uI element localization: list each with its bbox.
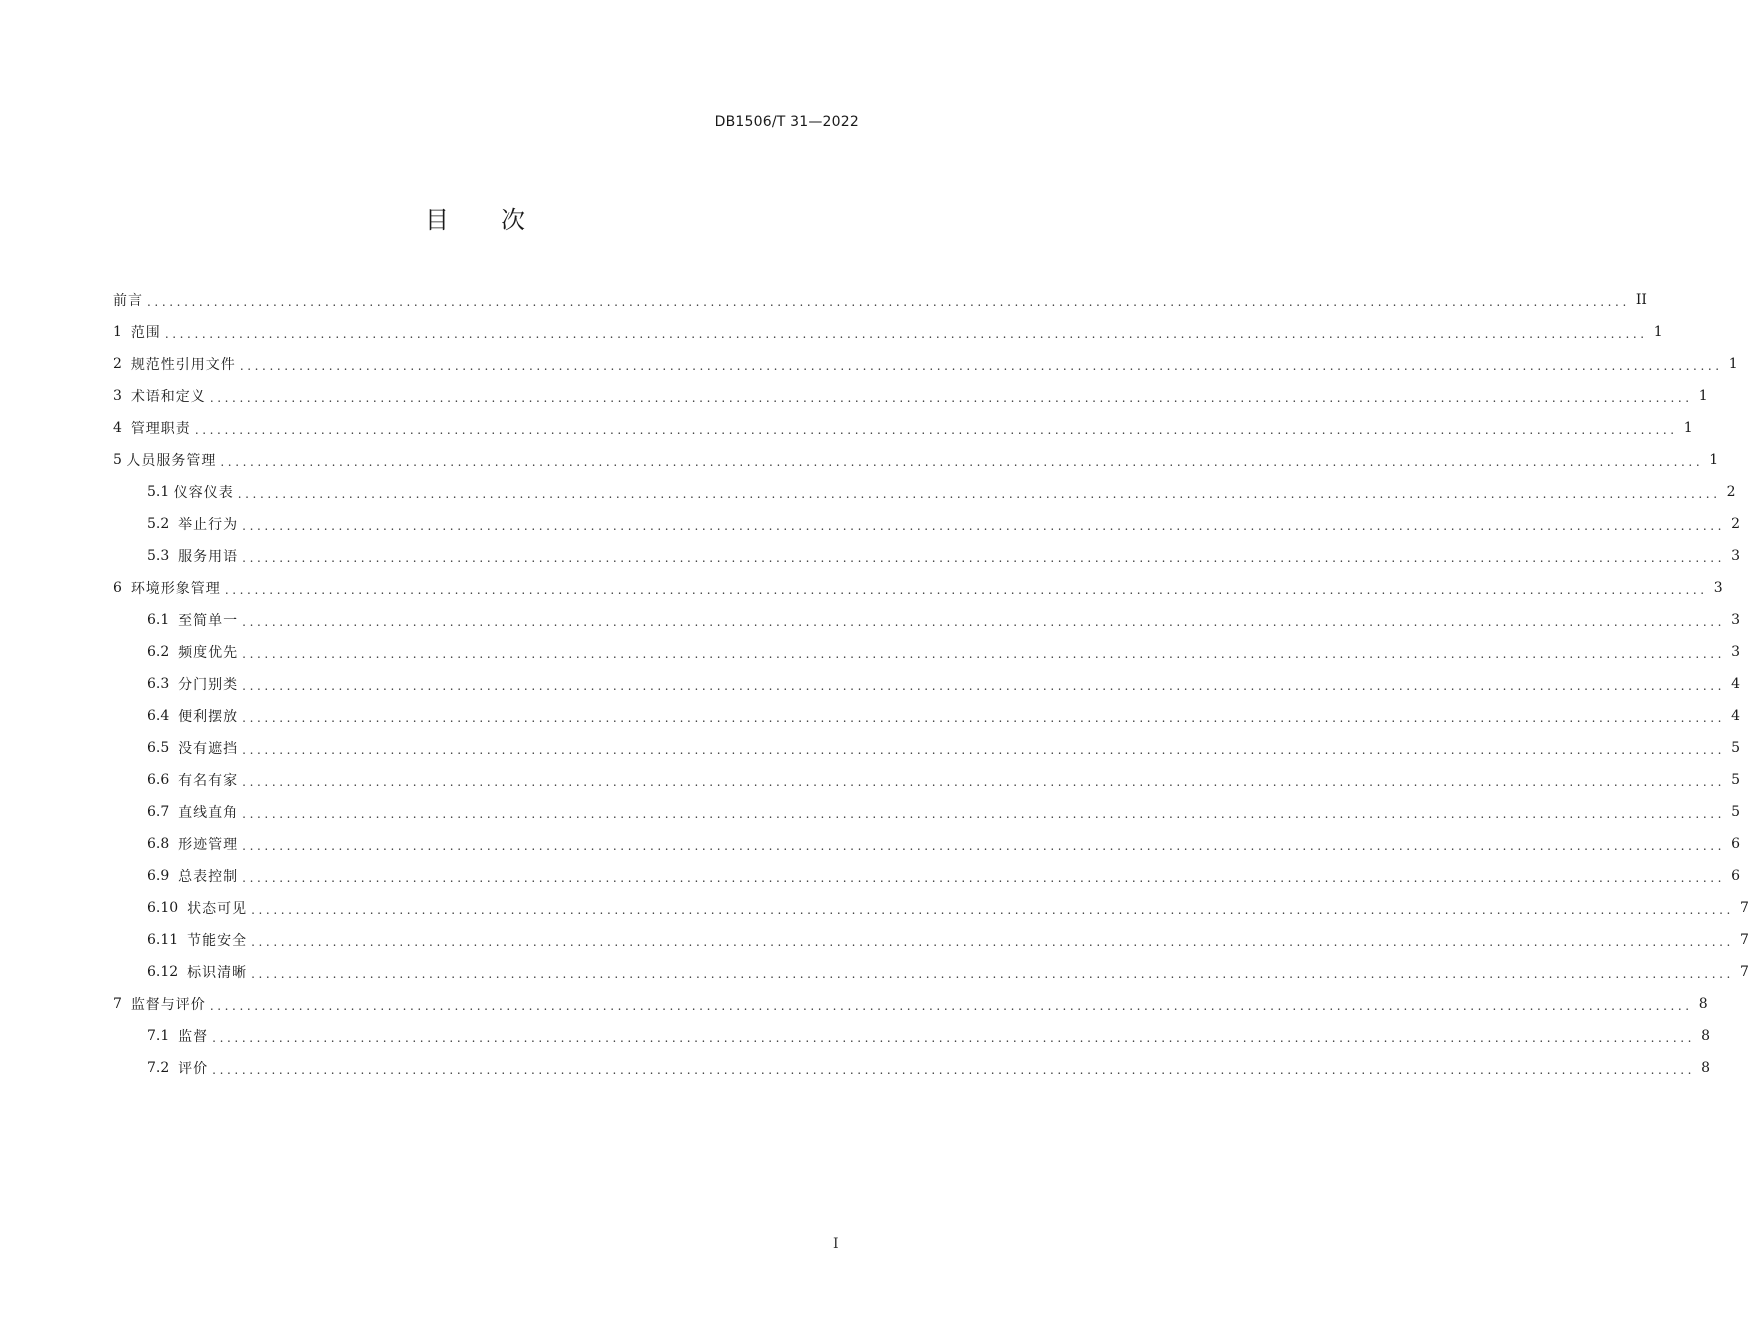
toc-entry-page: 6 — [1731, 868, 1740, 884]
toc-entry-label: 评价 — [178, 1061, 209, 1077]
toc-entry-label: 频度优先 — [178, 645, 239, 661]
toc-entry-number: 6.9 — [147, 868, 179, 884]
footer-page-number: I — [833, 1236, 839, 1252]
toc-entry[interactable] — [113, 508, 1740, 540]
toc-entry-number: 6.2 — [147, 644, 179, 660]
toc-entry-number: 6.10 — [147, 900, 188, 916]
toc-entry-page: 2 — [1731, 516, 1740, 532]
toc-entry-number: 7 — [113, 996, 131, 1012]
toc-entry-number: 6.11 — [147, 932, 188, 948]
toc-leader-dots: ........................................................................................................................................................................................................ — [209, 999, 1693, 1013]
toc-leader-dots: ........................................................................................................................................................................................................ — [242, 519, 1726, 533]
toc-entry-number: 5.1 — [147, 484, 174, 500]
toc-entry-page: 4 — [1731, 676, 1740, 692]
toc-leader-dots: ........................................................................................................................................................................................................ — [147, 295, 1630, 309]
toc-entry-label: 前言 — [113, 293, 143, 309]
toc-entry-page: 3 — [1731, 612, 1740, 628]
toc-entry[interactable] — [113, 636, 1740, 668]
toc-entry-page: 3 — [1731, 644, 1740, 660]
toc-entry-label: 环境形象管理 — [130, 581, 221, 597]
toc-entry-number: 2 — [113, 356, 131, 372]
toc-entry[interactable] — [113, 732, 1740, 764]
toc-entry[interactable] — [113, 316, 1663, 348]
toc-leader-dots: ........................................................................................................................................................................................................ — [242, 615, 1726, 629]
toc-entry-page: 7 — [1739, 900, 1749, 916]
toc-entry-page: 4 — [1731, 708, 1740, 724]
toc-entry-label: 服务用语 — [178, 549, 239, 565]
toc-entry-page: 1 — [1653, 324, 1663, 340]
toc-entry[interactable] — [113, 668, 1740, 700]
toc-leader-dots: ........................................................................................................................................................................................................ — [239, 359, 1723, 373]
toc-entry-page: 8 — [1701, 1060, 1710, 1076]
toc-entry-label: 术语和定义 — [130, 389, 206, 405]
toc-entry-label: 管理职责 — [130, 421, 191, 437]
toc-entry[interactable] — [113, 892, 1749, 924]
toc-entry-label: 监督与评价 — [130, 997, 206, 1013]
toc-entry-label: 分门别类 — [178, 677, 239, 693]
toc-entry[interactable] — [113, 476, 1736, 508]
toc-entry-number: 5.2 — [147, 516, 179, 532]
table-of-contents — [113, 284, 1749, 1084]
toc-entry-label: 举止行为 — [178, 517, 239, 533]
toc-entry-label: 节能安全 — [187, 933, 248, 949]
toc-leader-dots: ........................................................................................................................................................................................................ — [242, 711, 1726, 725]
toc-entry-label: 状态可见 — [187, 901, 248, 917]
toc-entry[interactable] — [113, 924, 1749, 956]
toc-entry-label: 标识清晰 — [187, 965, 248, 981]
toc-leader-dots: ........................................................................................................................................................................................................ — [209, 391, 1693, 405]
toc-leader-dots: ........................................................................................................................................................................................................ — [194, 423, 1678, 437]
toc-entry-label: 人员服务管理 — [126, 453, 217, 469]
toc-leader-dots: ........................................................................................................................................................................................................ — [212, 1063, 1696, 1077]
toc-entry-number: 3 — [113, 388, 131, 404]
toc-leader-dots: ........................................................................................................................................................................................................ — [251, 903, 1734, 917]
toc-entry-page: 1 — [1728, 356, 1738, 372]
toc-entry[interactable] — [113, 1052, 1710, 1084]
toc-leader-dots: ........................................................................................................................................................................................................ — [237, 487, 1721, 501]
toc-entry[interactable] — [113, 348, 1738, 380]
toc-leader-dots: ........................................................................................................................................................................................................ — [251, 967, 1734, 981]
toc-entry-number: 6.3 — [147, 676, 179, 692]
toc-entry-page: 1 — [1709, 452, 1719, 468]
toc-entry-label: 监督 — [178, 1029, 209, 1045]
toc-entry-number: 6.12 — [147, 964, 188, 980]
toc-entry[interactable] — [113, 700, 1740, 732]
toc-entry-number: 6.7 — [147, 804, 179, 820]
toc-entry-page: II — [1635, 292, 1647, 308]
toc-entry-label: 仪容仪表 — [173, 485, 234, 501]
toc-entry-number: 7.1 — [147, 1028, 179, 1044]
toc-entry[interactable] — [113, 572, 1723, 604]
toc-entry-page: 1 — [1698, 388, 1708, 404]
toc-entry-label: 有名有家 — [178, 773, 239, 789]
toc-entry-page: 5 — [1731, 740, 1740, 756]
toc-entry[interactable] — [113, 988, 1708, 1020]
toc-leader-dots: ........................................................................................................................................................................................................ — [164, 327, 1648, 341]
toc-entry-page: 8 — [1701, 1028, 1710, 1044]
toc-leader-dots: ........................................................................................................................................................................................................ — [242, 743, 1726, 757]
toc-leader-dots: ........................................................................................................................................................................................................ — [242, 679, 1726, 693]
toc-entry-number: 6.6 — [147, 772, 179, 788]
toc-entry-page: 7 — [1739, 964, 1749, 980]
document-code: DB1506/T 31—2022 — [714, 114, 859, 130]
toc-entry-label: 至简单一 — [178, 613, 239, 629]
toc-entry-page: 5 — [1731, 772, 1740, 788]
toc-entry[interactable] — [113, 380, 1708, 412]
toc-leader-dots: ........................................................................................................................................................................................................ — [224, 583, 1708, 597]
toc-leader-dots: ........................................................................................................................................................................................................ — [242, 647, 1726, 661]
toc-entry-label: 形迹管理 — [178, 837, 239, 853]
toc-entry-number: 6.5 — [147, 740, 179, 756]
toc-leader-dots: ........................................................................................................................................................................................................ — [242, 839, 1726, 853]
toc-entry-page: 3 — [1731, 548, 1740, 564]
toc-entry-page: 2 — [1726, 484, 1736, 500]
toc-entry-number: 4 — [113, 420, 131, 436]
toc-entry[interactable] — [113, 540, 1740, 572]
toc-leader-dots: ........................................................................................................................................................................................................ — [220, 455, 1704, 469]
title-char-1: 目 — [425, 206, 449, 234]
toc-entry[interactable] — [113, 604, 1740, 636]
toc-entry-label: 便利摆放 — [178, 709, 239, 725]
toc-entry[interactable] — [113, 828, 1740, 860]
toc-leader-dots: ........................................................................................................................................................................................................ — [242, 551, 1726, 565]
toc-entry-label: 没有遮挡 — [178, 741, 239, 757]
toc-entry-label: 范围 — [130, 325, 161, 341]
toc-entry-number: 5 — [113, 452, 127, 468]
toc-entry[interactable] — [113, 796, 1740, 828]
toc-entry-number: 6.4 — [147, 708, 179, 724]
toc-leader-dots: ........................................................................................................................................................................................................ — [242, 775, 1726, 789]
toc-entry-number: 1 — [113, 324, 131, 340]
toc-entry[interactable] — [113, 444, 1719, 476]
toc-leader-dots: ........................................................................................................................................................................................................ — [251, 935, 1734, 949]
toc-entry-page: 1 — [1683, 420, 1693, 436]
toc-entry-label: 规范性引用文件 — [130, 357, 236, 373]
toc-leader-dots: ........................................................................................................................................................................................................ — [212, 1031, 1696, 1045]
toc-entry[interactable] — [113, 860, 1740, 892]
toc-entry-page: 6 — [1731, 836, 1740, 852]
toc-entry[interactable] — [113, 1020, 1710, 1052]
toc-entry[interactable] — [113, 764, 1740, 796]
toc-leader-dots: ........................................................................................................................................................................................................ — [242, 871, 1726, 885]
toc-entry-page: 8 — [1698, 996, 1708, 1012]
toc-entry-label: 总表控制 — [178, 869, 239, 885]
toc-entry-number: 7.2 — [147, 1060, 179, 1076]
toc-entry-page: 5 — [1731, 804, 1740, 820]
toc-entry-number: 6.8 — [147, 836, 179, 852]
page-title — [0, 200, 950, 235]
toc-entry[interactable] — [113, 284, 1647, 316]
toc-entry-page: 3 — [1713, 580, 1723, 596]
toc-entry-number: 5.3 — [147, 548, 179, 564]
toc-leader-dots: ........................................................................................................................................................................................................ — [242, 807, 1726, 821]
title-char-2: 次 — [501, 206, 525, 234]
toc-entry[interactable] — [113, 412, 1693, 444]
toc-entry-number: 6.1 — [147, 612, 179, 628]
toc-entry-page: 7 — [1739, 932, 1749, 948]
toc-entry[interactable] — [113, 956, 1749, 988]
toc-entry-number: 6 — [113, 580, 131, 596]
toc-entry-label: 直线直角 — [178, 805, 239, 821]
